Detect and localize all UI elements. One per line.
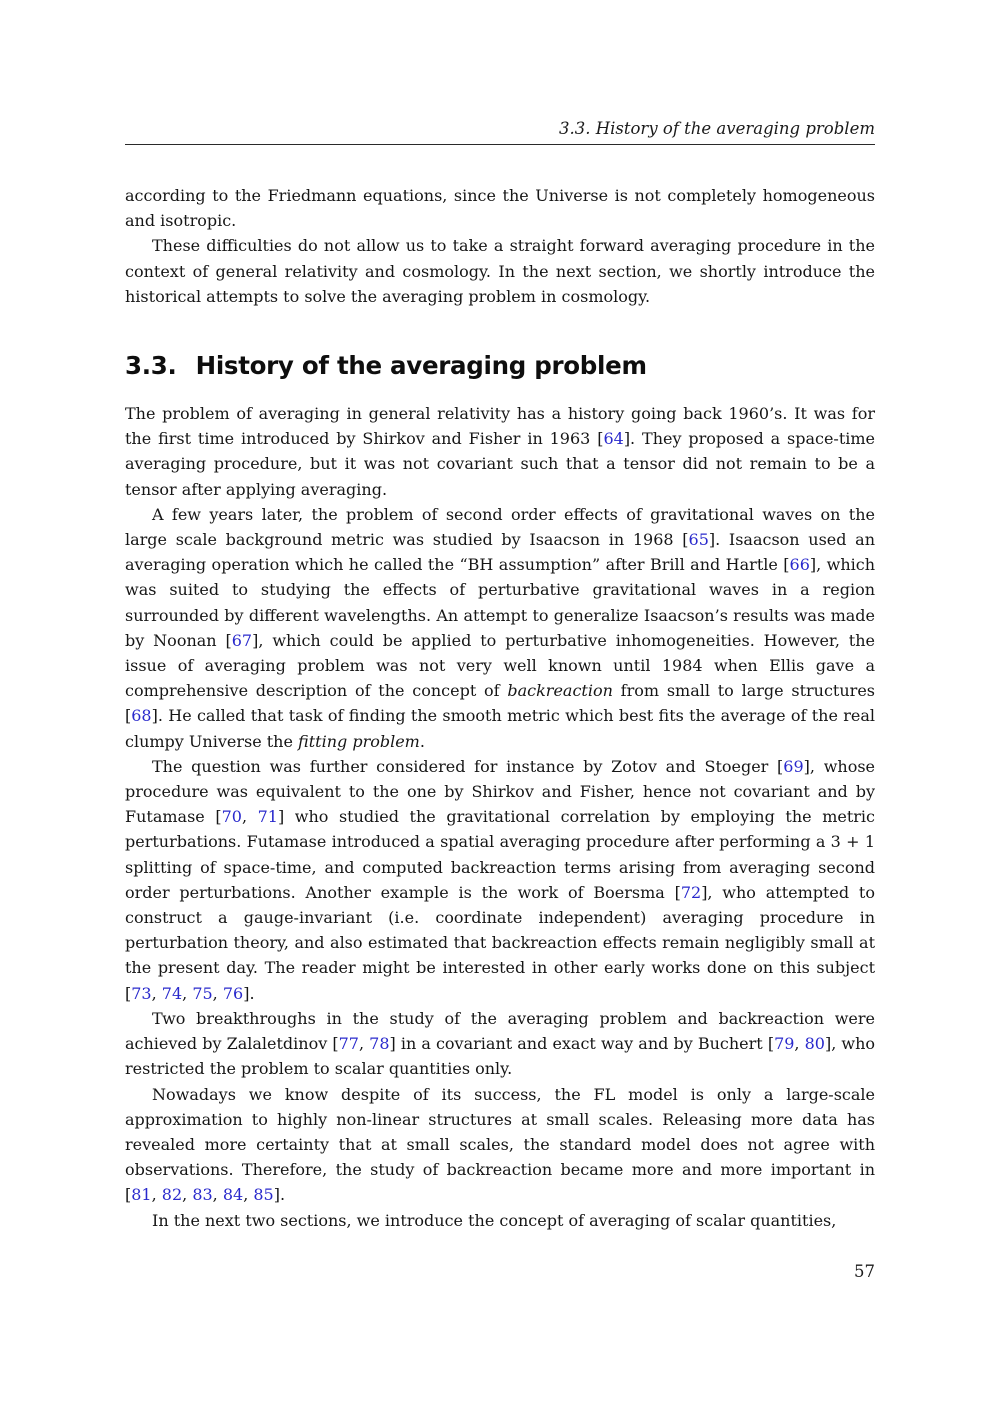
citation-link[interactable]: 85 xyxy=(253,1185,274,1205)
citation-link[interactable]: 68 xyxy=(131,706,152,726)
paragraph: These difficulties do not allow us to take a straight forward averaging procedure in the context of general relativity and cosmology. In the next section, we shortly introduce the historical attempts to solve the averaging problem in cosmology. xyxy=(125,236,875,306)
emphasized-term: backreaction xyxy=(507,681,613,701)
citation-link[interactable]: 84 xyxy=(222,1185,244,1205)
citation-link[interactable]: 65 xyxy=(688,530,709,550)
paragraph: The problem of averaging in general relativity has a history going back 1960’s. It was for the first time introduced by Shirkov and Fisher in 1963 [64]. They proposed a space-time averaging procedure, but it was not covariant such that a tensor did not remain to be a tensor after applying averaging. xyxy=(125,404,875,499)
citation-link[interactable]: 64 xyxy=(603,429,624,449)
citation-link[interactable]: 75 xyxy=(192,983,213,1003)
paragraph: according to the Friedmann equations, since the Universe is not completely homogeneous and isotropic. xyxy=(125,186,875,231)
section-title: History of the averaging problem xyxy=(195,351,647,381)
paragraph: In the next two sections, we introduce the concept of averaging of scalar quantities, xyxy=(152,1210,837,1230)
paragraph: Nowadays we know despite of its success, the FL model is only a large-scale approximation to highly non-linear structures at small scales. Releasing more data has revealed more certainty that at small scales, the standard model does not agree with observations. Therefore, the study of backreaction became more and more important in [81, 82, 83, 84, 85]. xyxy=(125,1084,875,1205)
citation-link[interactable]: 70 xyxy=(221,807,242,827)
citation-link[interactable]: 81 xyxy=(131,1185,152,1205)
citation-link[interactable]: 73 xyxy=(131,983,152,1003)
citation-link[interactable]: 76 xyxy=(222,983,244,1003)
section-heading xyxy=(125,351,875,381)
section-number: 3.3. xyxy=(125,351,177,381)
page-number: 57 xyxy=(854,1262,875,1281)
citation-link[interactable]: 72 xyxy=(680,882,702,902)
citation-link[interactable]: 71 xyxy=(257,807,278,827)
citation-link[interactable]: 66 xyxy=(789,555,810,575)
citation-link[interactable]: 80 xyxy=(804,1034,825,1054)
citation-link[interactable]: 78 xyxy=(369,1034,390,1054)
citation-link[interactable]: 69 xyxy=(783,756,804,776)
content xyxy=(125,183,875,1233)
paragraph: Two breakthroughs in the study of the averaging problem and backreaction were achieved by Zalaletdinov [77, 78] in a covariant and exact way and by Buchert [79, 80], who restricted the problem to scalar quantities only. xyxy=(125,1008,876,1079)
citation-link[interactable]: 83 xyxy=(192,1185,213,1205)
citation-link[interactable]: 67 xyxy=(231,630,253,650)
emphasized-term: fitting problem xyxy=(298,731,420,751)
citation-link[interactable]: 79 xyxy=(774,1034,795,1054)
running-header: 3.3. History of the averaging problem xyxy=(559,119,875,138)
citation-link[interactable]: 77 xyxy=(338,1034,359,1054)
paragraph: The question was further considered for instance by Zotov and Stoeger [69], whose procedure was equivalent to the one by Shirkov and Fisher, hence not covariant and by Futamase [70, 71] who studied the gravitational correlation by employing the metric perturbations. Futamase introduced a spatial averaging procedure after performing a 3 + 1 splitting of space-time, and computed backreaction terms arising from averaging second order perturbations. Another example is the work of Boersma [72], who attempted to construct a gauge-invariant (i.e. coordinate independent) averaging procedure in perturbation theory, and also estimated that backreaction effects remain negligibly small at the present day. The reader might be interested in other early works done on this subject [73, 74, 75, 76]. xyxy=(125,756,876,1003)
citation-link[interactable]: 74 xyxy=(161,983,183,1003)
citation-link[interactable]: 82 xyxy=(161,1185,183,1205)
paragraph: A few years later, the problem of second order effects of gravitational waves on the large scale background metric was studied by Isaacson in 1968 [65]. Isaacson used an averaging operation which he called the “BH assumption” after Brill and Hartle [66], which was suited to studying the effects of perturbative gravitational waves in a region surrounded by different wavelengths. An attempt to generalize Isaacson’s results was made by Noonan [67], which could be applied to perturbative inhomogeneities. However, the issue of averaging problem was not very well known until 1984 when Ellis gave a comprehensive description of the concept of backreaction from small to large structures [68]. He called that task of finding the smooth metric which best fits the average of the real clumpy Universe the fitting problem. xyxy=(125,504,876,751)
header-rule xyxy=(125,144,875,145)
